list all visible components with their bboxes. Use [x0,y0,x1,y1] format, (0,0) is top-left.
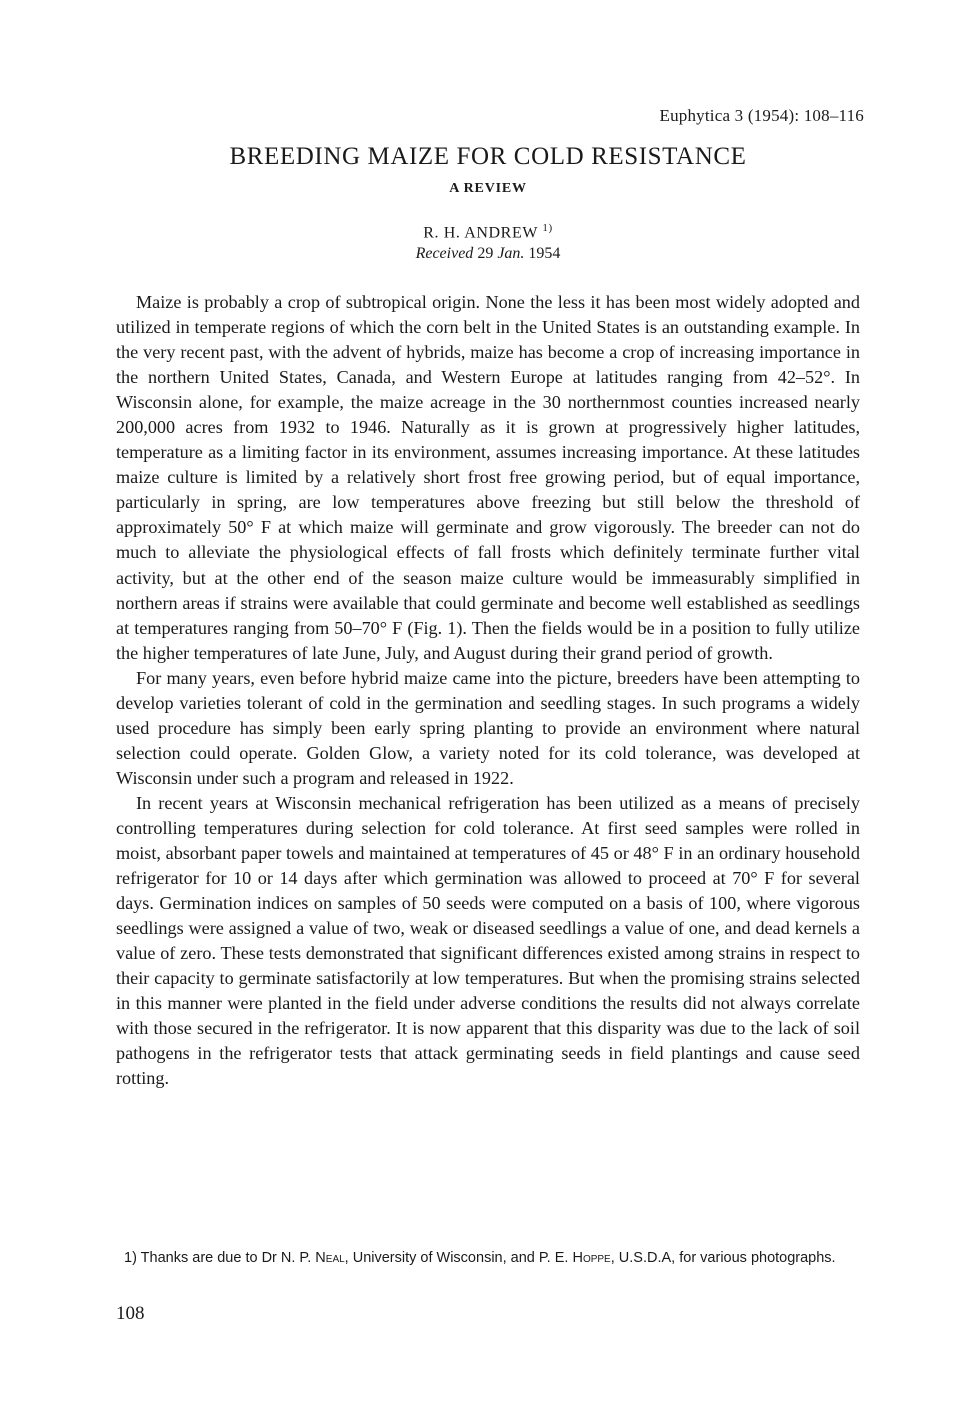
footnote-name-neal: Neal [315,1250,345,1266]
received-date [0,245,976,263]
author-line [0,222,976,242]
footnote-name-hoppe: Hoppe [572,1250,611,1266]
footnote [116,1248,860,1268]
received-day: 29 [477,245,494,262]
footnote-mark: 1) [124,1250,137,1266]
footnote-text-1: Thanks are due to Dr N. P. [136,1250,316,1266]
journal-citation: Euphytica 3 (1954): 108–116 [659,106,864,125]
body-paragraph-3: In recent years at Wisconsin mechanical refrigeration has been utilized as a means of precisely controlling temperatures during selection for cold tolerance. At first seed samples were rolled in moist, absorbant paper towels and maintained at temperatures of 45 or 48° F in an ordinary household refrigerator for 10 or 14 days after which germination was allowed to proceed at 70° F for several days. Germination indices on samples of 50 seeds were computed on a basis of 100, where vigorous seedlings were assigned a value of two, weak or diseased seedlings a value of one, and dead kernels a value of zero. These tests demonstrated that significant differences existed among strains in respect to their capacity to germinate satisfactorily at low temperatures. But when the promising strains selected in this manner were planted in the field under adverse conditions the results did not always correlate with those secured in the refrigerator. It is now apparent that this disparity was due to the lack of soil pathogens in the refrigerator tests that attack germinating seeds in field plantings and cause seed rotting. [116,792,860,1089]
body-paragraph-2: For many years, even before hybrid maize came into the picture, breeders have been attempting to develop varieties tolerant of cold in the germination and seedling stages. In such programs a widely used procedure has simply been early spring planting to provide an environment where natural selection could operate. Golden Glow, a variety noted for its cold tolerance, was developed at Wisconsin under such a program and released in 1922. [116,667,860,788]
footnote-text-2: , University of Wisconsin, and P. E. [344,1250,573,1266]
received-label: Received [415,245,474,262]
received-month: Jan. [497,245,525,262]
author-footnote-mark: 1) [542,222,553,234]
article-body [116,290,860,1092]
body-paragraph-1: Maize is probably a crop of subtropical origin. None the less it has been most widely adopted and utilized in temperate regions of which the corn belt in the United States is an outstanding example. In the very recent past, with the advent of hybrids, maize has become a crop of increasing importance in the northern United States, Canada, and Western Europe at latitudes ranging from 42–52°. In Wisconsin alone, for example, the maize acreage in the 30 northernmost counties increased nearly 200,000 acres from 1932 to 1946. Naturally as it is grown at progressively higher latitudes, temperature as a limiting factor in its environment, assumes increasing importance. At these latitudes maize culture is limited by a relatively short frost free growing period, but of equal importance, particularly in spring, are low temperatures above freezing but still below the threshold of approximately 50° F at which maize will germinate and grow vigorously. The breeder can not do much to alleviate the physiological effects of fall frosts which definitely terminate further vital activity, but at the other end of the season maize culture would be immeasurably simplified in northern areas if strains were available that could germinate and become well established as seedlings at temperatures ranging from 50–70° F (Fig. 1). Then the fields would be in a position to fully utilize the higher temperatures of late June, July, and August during their grand period of growth. [116,292,860,663]
page-number: 108 [116,1303,145,1324]
article-subtitle: A REVIEW [449,181,527,196]
footnote-text-3: , U.S.D.A, for various photographs. [610,1250,836,1266]
received-year: 1954 [528,245,561,262]
article-title: BREEDING MAIZE FOR COLD RESISTANCE [229,143,747,170]
author-name: R. H. ANDREW [423,224,538,242]
